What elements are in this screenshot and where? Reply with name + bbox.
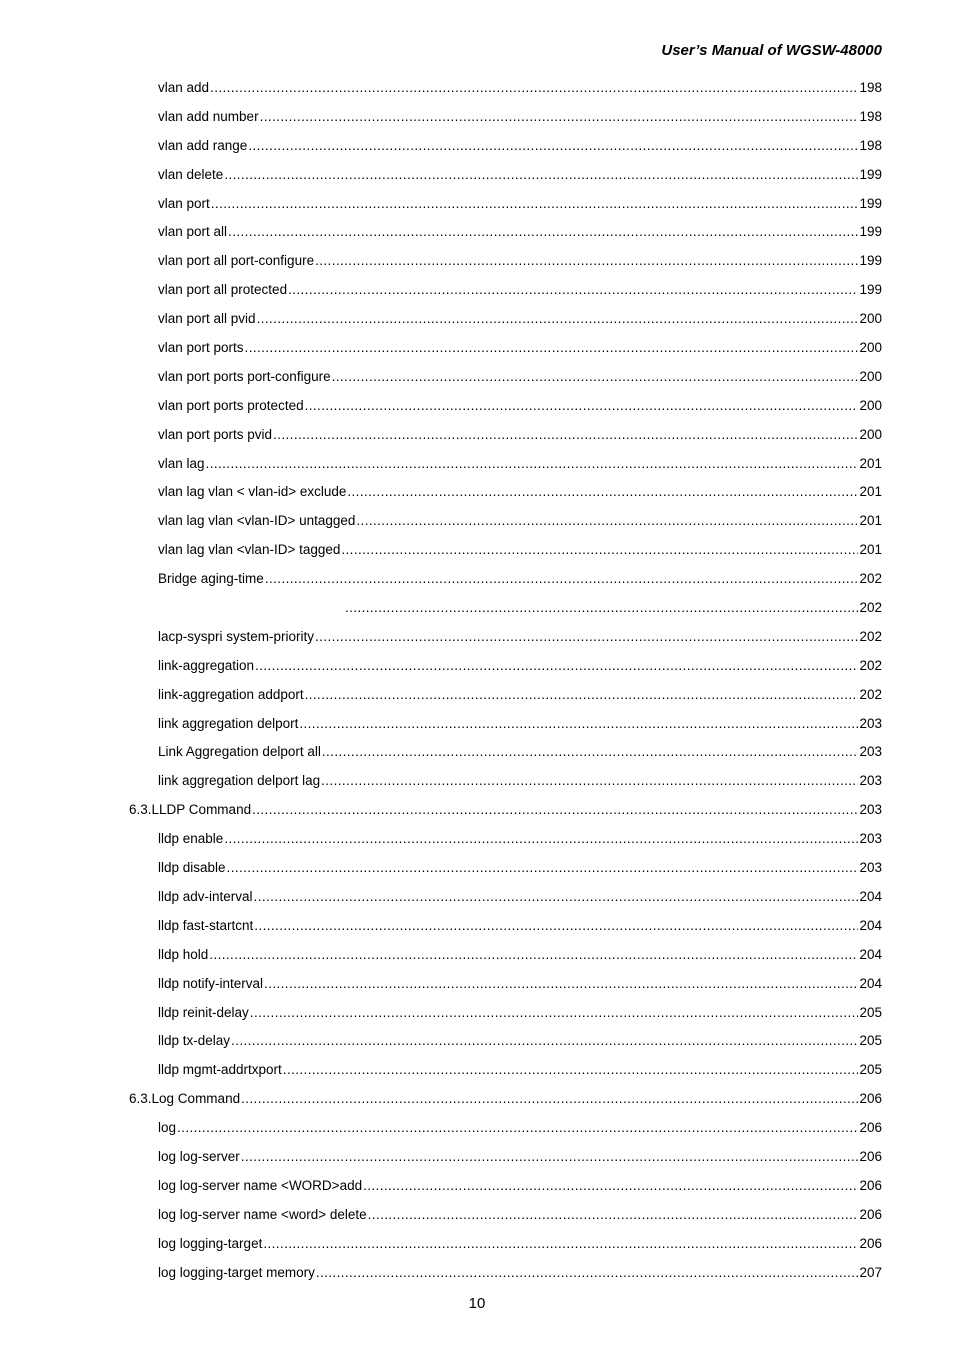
toc-entry-label: lldp tx-delay — [158, 1033, 231, 1049]
toc-page-number: 206 — [859, 1120, 882, 1136]
toc-entry-label: vlan add range — [158, 137, 248, 153]
toc-dot-leader — [252, 796, 858, 825]
toc-entry-label: log log-server name <word> delete — [158, 1206, 367, 1222]
toc-dot-leader — [260, 103, 859, 132]
toc-entry[interactable] — [158, 392, 882, 421]
toc-entry-label: lldp fast-startcnt — [158, 917, 254, 933]
toc-dot-leader — [206, 450, 859, 479]
toc-entry-label: link-aggregation addport — [158, 686, 304, 702]
toc-entry[interactable] — [158, 1230, 882, 1259]
toc-dot-leader — [316, 1259, 859, 1288]
toc-page-number: 200 — [859, 397, 882, 413]
toc-page-number: 203 — [859, 831, 882, 847]
toc-entry[interactable] — [158, 478, 882, 507]
toc-entry-label: link aggregation delport — [158, 715, 299, 731]
toc-entry-label: link aggregation delport lag — [158, 773, 321, 789]
toc-entry[interactable] — [158, 767, 882, 796]
toc-entry[interactable] — [158, 1259, 882, 1288]
toc-entry-label: vlan add — [158, 80, 210, 95]
toc-dot-leader — [322, 738, 859, 767]
toc-entry[interactable] — [129, 1085, 882, 1114]
toc-entry[interactable] — [158, 334, 882, 363]
toc-page-number: 201 — [859, 484, 882, 500]
toc-page-number: 200 — [859, 426, 882, 442]
toc-dot-leader — [332, 363, 859, 392]
toc-page-number: 204 — [859, 975, 882, 991]
toc-entry-label: vlan add number — [158, 108, 259, 124]
toc-page-number: 202 — [859, 628, 882, 644]
toc-page-number: 206 — [859, 1148, 882, 1164]
toc-page-number: 199 — [859, 282, 882, 298]
toc-page-number: 206 — [859, 1235, 882, 1251]
toc-dot-leader — [241, 1143, 859, 1172]
page-number: 10 — [468, 1295, 486, 1312]
toc-dot-leader — [299, 710, 858, 739]
toc-entry-label: Bridge aging-time — [158, 571, 264, 587]
toc-page-number: 201 — [859, 455, 882, 471]
toc-page-number: 204 — [859, 888, 882, 904]
toc-entry[interactable] — [158, 421, 882, 450]
toc-entry-label: vlan port all pvid — [158, 311, 256, 327]
toc-page-number: 204 — [859, 946, 882, 962]
toc-entry[interactable] — [158, 305, 882, 334]
toc-dot-leader — [254, 912, 858, 941]
toc-page-number: 200 — [859, 340, 882, 356]
toc-dot-leader — [315, 247, 858, 276]
toc-dot-leader — [288, 276, 858, 305]
toc-dot-leader — [248, 132, 858, 161]
toc-entry[interactable] — [158, 652, 882, 681]
toc-dot-leader — [315, 623, 858, 652]
toc-entry[interactable] — [158, 363, 882, 392]
toc-entry-label: log logging-target memory — [158, 1264, 315, 1280]
toc-entry-label: vlan port ports pvid — [158, 426, 273, 442]
toc-dot-leader — [224, 825, 858, 854]
toc-entry-label: Log Command — [151, 1091, 241, 1107]
toc-entry[interactable] — [158, 565, 882, 594]
toc-entry[interactable] — [158, 710, 882, 739]
toc-entry[interactable] — [158, 738, 882, 767]
toc-entry[interactable] — [158, 825, 882, 854]
toc-page-number: 199 — [859, 166, 882, 182]
toc-dot-leader — [177, 1114, 858, 1143]
toc-entry[interactable] — [158, 623, 882, 652]
toc-entry[interactable] — [158, 190, 882, 219]
toc-entry[interactable] — [158, 681, 882, 710]
toc-entry-label: vlan lag vlan < vlan-id> exclude — [158, 484, 347, 500]
toc-entry[interactable] — [158, 247, 882, 276]
toc-page-number: 201 — [859, 542, 882, 558]
toc-dot-leader — [255, 652, 858, 681]
toc-dot-leader — [250, 999, 859, 1028]
toc-page-number: 205 — [859, 1004, 882, 1020]
toc-entry[interactable] — [158, 536, 882, 565]
toc-page-number: 203 — [859, 773, 882, 789]
toc-page-number: 198 — [859, 80, 882, 95]
toc-dot-leader — [347, 478, 858, 507]
toc-dot-leader — [209, 941, 858, 970]
toc-page-number: 207 — [859, 1264, 882, 1280]
toc-page-number: 205 — [859, 1033, 882, 1049]
toc-page-number: 199 — [859, 253, 882, 269]
toc-entry[interactable] — [158, 1114, 882, 1143]
toc-dot-leader — [283, 1056, 859, 1085]
toc-entry-label: vlan port all — [158, 224, 228, 240]
toc-entry[interactable] — [158, 854, 882, 883]
toc-dot-leader — [273, 421, 858, 450]
toc-entry[interactable] — [158, 883, 882, 912]
toc-page-number: 200 — [859, 368, 882, 384]
toc-page-number: 200 — [859, 311, 882, 327]
toc-dot-leader — [305, 681, 859, 710]
toc-entry-label: lldp hold — [158, 946, 209, 962]
toc-page-number: 206 — [859, 1091, 882, 1107]
toc-section-number: 6.3. — [129, 1091, 152, 1107]
toc-entry[interactable] — [158, 970, 882, 999]
toc-entry-label: lldp adv-interval — [158, 888, 253, 904]
page-header-title: User’s Manual of WGSW-48000 — [661, 42, 882, 59]
toc-dot-leader — [368, 1201, 859, 1230]
toc-page-number: 199 — [859, 195, 882, 211]
toc-entry-label: lacp-syspri system-priority — [158, 628, 315, 644]
toc-page-number: 198 — [859, 108, 882, 124]
toc-entry[interactable] — [158, 74, 882, 103]
toc-page-number: 202 — [859, 657, 882, 673]
toc-entry-label: vlan lag vlan <vlan-ID> untagged — [158, 513, 356, 529]
toc-page-number: 205 — [859, 1062, 882, 1078]
toc-entry-label: vlan lag vlan <vlan-ID> tagged — [158, 542, 341, 558]
toc-dot-leader — [231, 1027, 858, 1056]
toc-entry-label: vlan port ports port-configure — [158, 368, 331, 384]
toc-entry[interactable] — [158, 161, 882, 190]
toc-entry-label: log — [158, 1120, 177, 1136]
toc-entry-label: log logging-target — [158, 1235, 263, 1251]
toc-entry-label: log log-server name <WORD>add — [158, 1177, 363, 1193]
toc-page-number: 202 — [859, 686, 882, 702]
toc-entry[interactable] — [158, 912, 882, 941]
toc-dot-leader — [228, 218, 858, 247]
toc-entry[interactable] — [158, 103, 882, 132]
toc-entry-label: vlan port all protected — [158, 282, 288, 298]
toc-dot-leader — [254, 883, 859, 912]
toc-dot-leader — [245, 334, 859, 363]
toc-entry[interactable] — [158, 941, 882, 970]
toc-entry-label: log log-server — [158, 1148, 240, 1164]
toc-dot-leader — [341, 536, 858, 565]
toc-entry-label: lldp mgmt-addrtxport — [158, 1062, 282, 1078]
toc-entry[interactable] — [158, 507, 882, 536]
toc-entry-label: vlan port ports — [158, 340, 244, 356]
toc-dot-leader — [363, 1172, 858, 1201]
toc-dot-leader — [264, 970, 858, 999]
toc-entry[interactable] — [158, 999, 882, 1028]
toc-entry[interactable] — [158, 276, 882, 305]
toc-page-number: 202 — [859, 600, 882, 616]
toc-page-number: 203 — [859, 744, 882, 760]
toc-dot-leader — [305, 392, 859, 421]
toc-entry-label: vlan port ports protected — [158, 397, 304, 413]
toc-dot-leader — [321, 767, 858, 796]
toc-page-number: 203 — [859, 715, 882, 731]
toc-entry[interactable] — [158, 1201, 882, 1230]
toc-entry[interactable] — [158, 218, 882, 247]
toc-dot-leader — [227, 854, 859, 883]
toc-page-number: 203 — [859, 860, 882, 876]
toc-page-number: 199 — [859, 224, 882, 240]
toc-dot-leader — [224, 161, 858, 190]
toc-entry[interactable] — [158, 1172, 882, 1201]
toc-entry-label: link-aggregation — [158, 657, 255, 673]
toc-entry-label: lldp enable — [158, 831, 224, 847]
toc-page-number: 202 — [859, 571, 882, 587]
toc-dot-leader — [263, 1230, 858, 1259]
toc-entry-label: Link Aggregation delport all — [158, 744, 321, 760]
toc-entry-label: lldp disable — [158, 860, 226, 876]
toc-dot-leader — [241, 1085, 858, 1114]
toc-entry[interactable] — [158, 450, 882, 479]
table-of-contents — [0, 74, 954, 1287]
toc-entry[interactable] — [129, 796, 882, 825]
toc-page-number: 201 — [859, 513, 882, 529]
toc-entry[interactable] — [158, 594, 882, 623]
toc-entry-label: vlan lag — [158, 455, 205, 471]
toc-entry[interactable] — [158, 1143, 882, 1172]
toc-entry-label: vlan port — [158, 195, 210, 211]
toc-dot-leader — [265, 565, 859, 594]
toc-entry-label: vlan port all port-configure — [158, 253, 315, 269]
toc-entry-label: lldp reinit-delay — [158, 1004, 249, 1020]
toc-page-number: 206 — [859, 1206, 882, 1222]
toc-entry[interactable] — [158, 1027, 882, 1056]
toc-dot-leader — [345, 594, 858, 623]
toc-page-number: 203 — [859, 802, 882, 818]
toc-entry-label: LLDP Command — [151, 802, 252, 818]
toc-dot-leader — [210, 74, 858, 103]
toc-dot-leader — [257, 305, 859, 334]
toc-section-number: 6.3. — [129, 802, 152, 818]
toc-entry-label: vlan delete — [158, 166, 224, 182]
toc-dot-leader — [211, 190, 859, 219]
toc-page-number: 204 — [859, 917, 882, 933]
toc-entry[interactable] — [158, 1056, 882, 1085]
toc-page-number: 206 — [859, 1177, 882, 1193]
toc-page-number: 198 — [859, 137, 882, 153]
toc-dot-leader — [356, 507, 858, 536]
toc-entry[interactable] — [158, 132, 882, 161]
toc-entry-label: lldp notify-interval — [158, 975, 264, 991]
